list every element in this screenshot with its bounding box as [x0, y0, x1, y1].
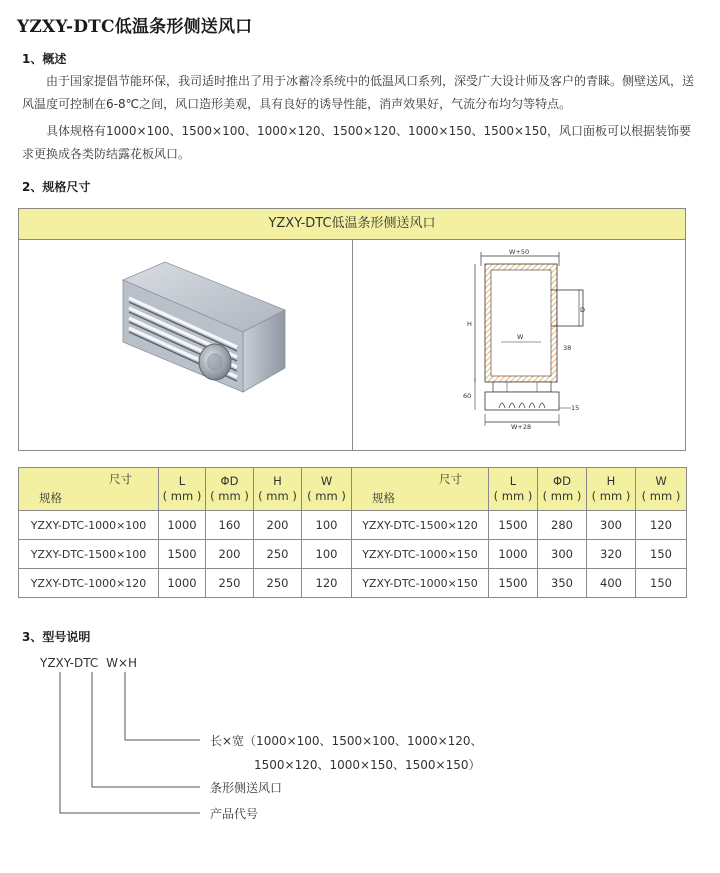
- cell-h: 200: [254, 511, 302, 540]
- size-explain-line-2: 1500×120、1000×150、1500×150）: [254, 758, 481, 772]
- cell-l: 1000: [159, 569, 206, 598]
- cell-l: 1500: [159, 540, 206, 569]
- cell-model: YZXY-DTC-1000×150: [352, 540, 489, 569]
- cell-model: YZXY-DTC-1500×120: [352, 511, 489, 540]
- col-header-l: L ( mm ): [489, 468, 538, 511]
- cell-l: 1000: [159, 511, 206, 540]
- dim-label-38: 38: [563, 344, 572, 352]
- cell-l: 1000: [489, 540, 538, 569]
- overview-paragraph-2: 具体规格有1000×100、1500×100、1000×120、1500×120、1000×150、1500×150，风口面板可以根据装饰要求更换成各类防结露花板风口。: [22, 124, 691, 161]
- cell-w: 150: [636, 540, 687, 569]
- col-header-w: W ( mm ): [636, 468, 687, 511]
- cell-model: YZXY-DTC-1000×100: [19, 511, 159, 540]
- cell-model: YZXY-DTC-1000×120: [19, 569, 159, 598]
- dim-label-w: W: [517, 333, 524, 341]
- cell-l: 1500: [489, 569, 538, 598]
- dim-label-60: 60: [463, 392, 472, 400]
- col-header-h: H ( mm ): [254, 468, 302, 511]
- cell-d: 200: [206, 540, 254, 569]
- cell-d: 350: [538, 569, 587, 598]
- cell-h: 300: [587, 511, 636, 540]
- size-explain-line-1: 长×宽（1000×100、1500×100、1000×120、: [210, 734, 483, 748]
- section-heading-overview: 1、概述: [22, 52, 67, 66]
- dim-label-w50: W+50: [509, 248, 530, 256]
- diag-label-size: 尺寸: [109, 472, 132, 486]
- cell-h: 320: [587, 540, 636, 569]
- cell-w: 100: [302, 511, 352, 540]
- dim-label-h: H: [467, 320, 472, 328]
- page-title: YZXY-DTC低温条形侧送风口: [17, 17, 253, 37]
- dim-label-d: D: [580, 306, 586, 314]
- col-header-l: L ( mm ): [159, 468, 206, 511]
- spec-frame-title: YZXY-DTC低温条形侧送风口: [19, 209, 685, 240]
- col-header-d: ΦD ( mm ): [206, 468, 254, 511]
- cell-l: 1500: [489, 511, 538, 540]
- col-header-d: ΦD ( mm ): [538, 468, 587, 511]
- cell-model: YZXY-DTC-1500×100: [19, 540, 159, 569]
- diag-label-model: 规格: [39, 491, 62, 505]
- dim-label-w28: W+28: [511, 423, 532, 431]
- cell-w: 150: [636, 569, 687, 598]
- cell-w: 120: [636, 511, 687, 540]
- section-heading-spec: 2、规格尺寸: [22, 180, 91, 194]
- diag-label-size: 尺寸: [439, 472, 462, 486]
- cell-d: 160: [206, 511, 254, 540]
- product-code-explain: 产品代号: [210, 807, 259, 821]
- cell-w: 100: [302, 540, 352, 569]
- cell-h: 250: [254, 569, 302, 598]
- cell-w: 120: [302, 569, 352, 598]
- col-header-w: W ( mm ): [302, 468, 352, 511]
- cell-d: 250: [206, 569, 254, 598]
- overview-paragraph-1: 由于国家提倡节能环保，我司适时推出了用于冰蓄冷系统中的低温风口系列，深受广大设计师及客户的青睐。侧壁送风，送风温度可控制在6-8℃之间，风口造形美观，具有良好的诱导性能，消声效果好，气流分布均匀等特点。: [22, 74, 695, 111]
- model-code-prefix: YZXY-DTC: [40, 656, 99, 670]
- cell-h: 400: [587, 569, 636, 598]
- cell-d: 280: [538, 511, 587, 540]
- section-heading-model: 3、型号说明: [22, 630, 91, 644]
- diag-label-model: 规格: [372, 491, 395, 505]
- cell-d: 300: [538, 540, 587, 569]
- dim-label-15: 15: [571, 404, 580, 412]
- model-code-suffix: W×H: [106, 656, 138, 670]
- type-explain: 条形侧送风口: [210, 781, 283, 795]
- cell-model: YZXY-DTC-1000×150: [352, 569, 489, 598]
- cell-h: 250: [254, 540, 302, 569]
- col-header-h: H ( mm ): [587, 468, 636, 511]
